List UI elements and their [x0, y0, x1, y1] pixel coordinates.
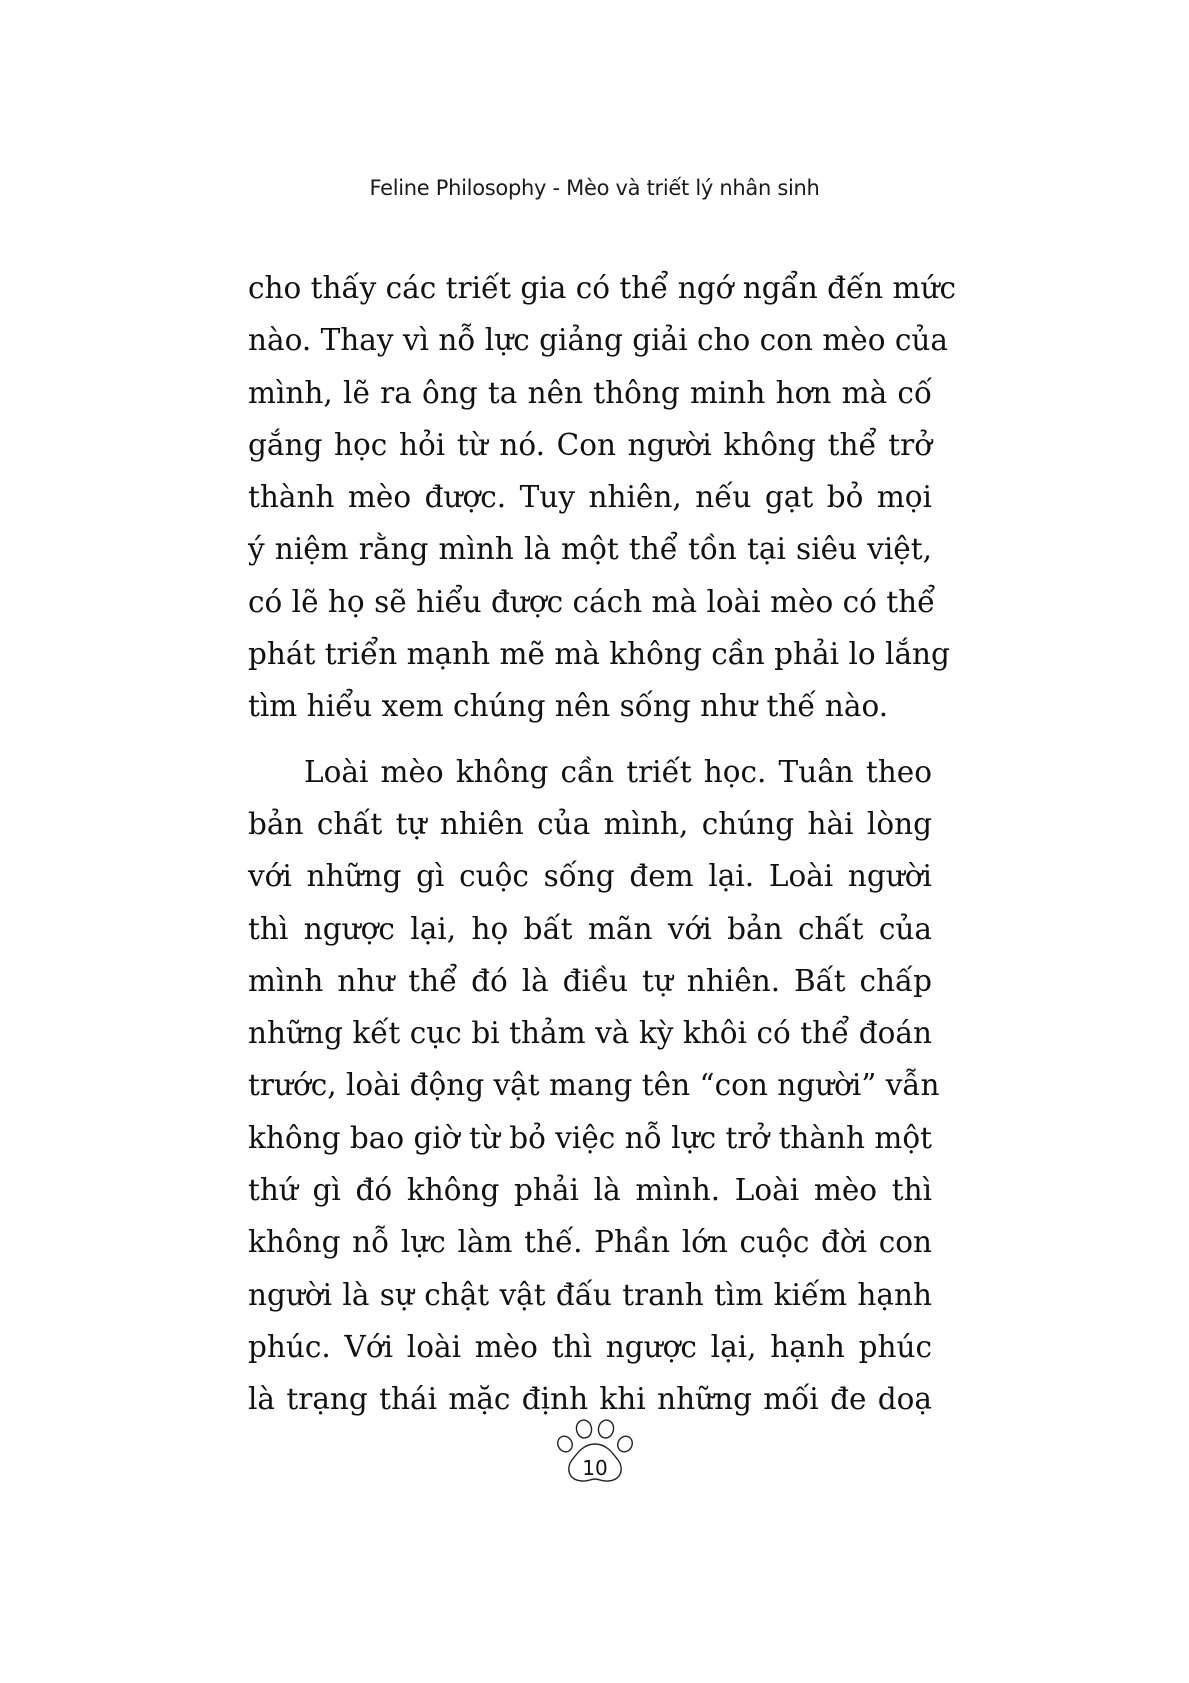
- text-line: không bao giờ từ bỏ việc nỗ lực trở thành một: [248, 1120, 932, 1155]
- paragraph-gap: [248, 733, 932, 746]
- text-line: Loài mèo không cần triết học. Tuân theo: [304, 754, 932, 789]
- text-line: mình như thể đó là điều tự nhiên. Bất chấp: [248, 963, 932, 998]
- paragraph-2: [248, 746, 940, 1426]
- text-line: trước, loài động vật mang tên “con người” vẫn: [248, 1068, 940, 1103]
- body-text: [248, 262, 956, 1426]
- text-line: không nỗ lực làm thế. Phần lớn cuộc đời con: [248, 1225, 932, 1260]
- text-line: ý niệm rằng mình là một thể tồn tại siêu việt,: [248, 532, 932, 567]
- text-line: thì ngược lại, họ bất mãn với bản chất của: [248, 911, 932, 946]
- text-line: gắng học hỏi từ nó. Con người không thể trở: [248, 427, 932, 462]
- text-line: phúc. Với loài mèo thì ngược lại, hạnh phúc: [248, 1329, 932, 1364]
- text-line: cho thấy các triết gia có thể ngớ ngẩn đến mức: [248, 271, 956, 305]
- paragraph-1: [248, 262, 956, 733]
- text-line: là trạng thái mặc định khi những mối đe doạ: [248, 1382, 932, 1417]
- text-line: người là sự chật vật đấu tranh tìm kiếm hạnh: [248, 1277, 932, 1312]
- page-number-badge: [554, 1418, 636, 1486]
- running-header: Feline Philosophy - Mèo và triết lý nhân sinh: [369, 176, 820, 200]
- text-line: những kết cục bi thảm và kỳ khôi có thể đoán: [248, 1016, 932, 1051]
- text-line: nào. Thay vì nỗ lực giảng giải cho con mèo của: [248, 323, 949, 358]
- text-line: thành mèo được. Tuy nhiên, nếu gạt bỏ mọi: [248, 480, 932, 515]
- text-line: thứ gì đó không phải là mình. Loài mèo thì: [248, 1173, 932, 1208]
- text-line: tìm hiểu xem chúng nên sống như thế nào.: [248, 689, 889, 724]
- text-line: bản chất tự nhiên của mình, chúng hài lòng: [248, 806, 932, 841]
- text-line: mình, lẽ ra ông ta nên thông minh hơn mà cố: [248, 375, 932, 410]
- text-line: phát triển mạnh mẽ mà không cần phải lo lắng: [248, 637, 950, 672]
- page-number: 10: [582, 1456, 608, 1480]
- text-line: với những gì cuộc sống đem lại. Loài người: [248, 859, 932, 894]
- text-line: có lẽ họ sẽ hiểu được cách mà loài mèo có thể: [248, 584, 936, 619]
